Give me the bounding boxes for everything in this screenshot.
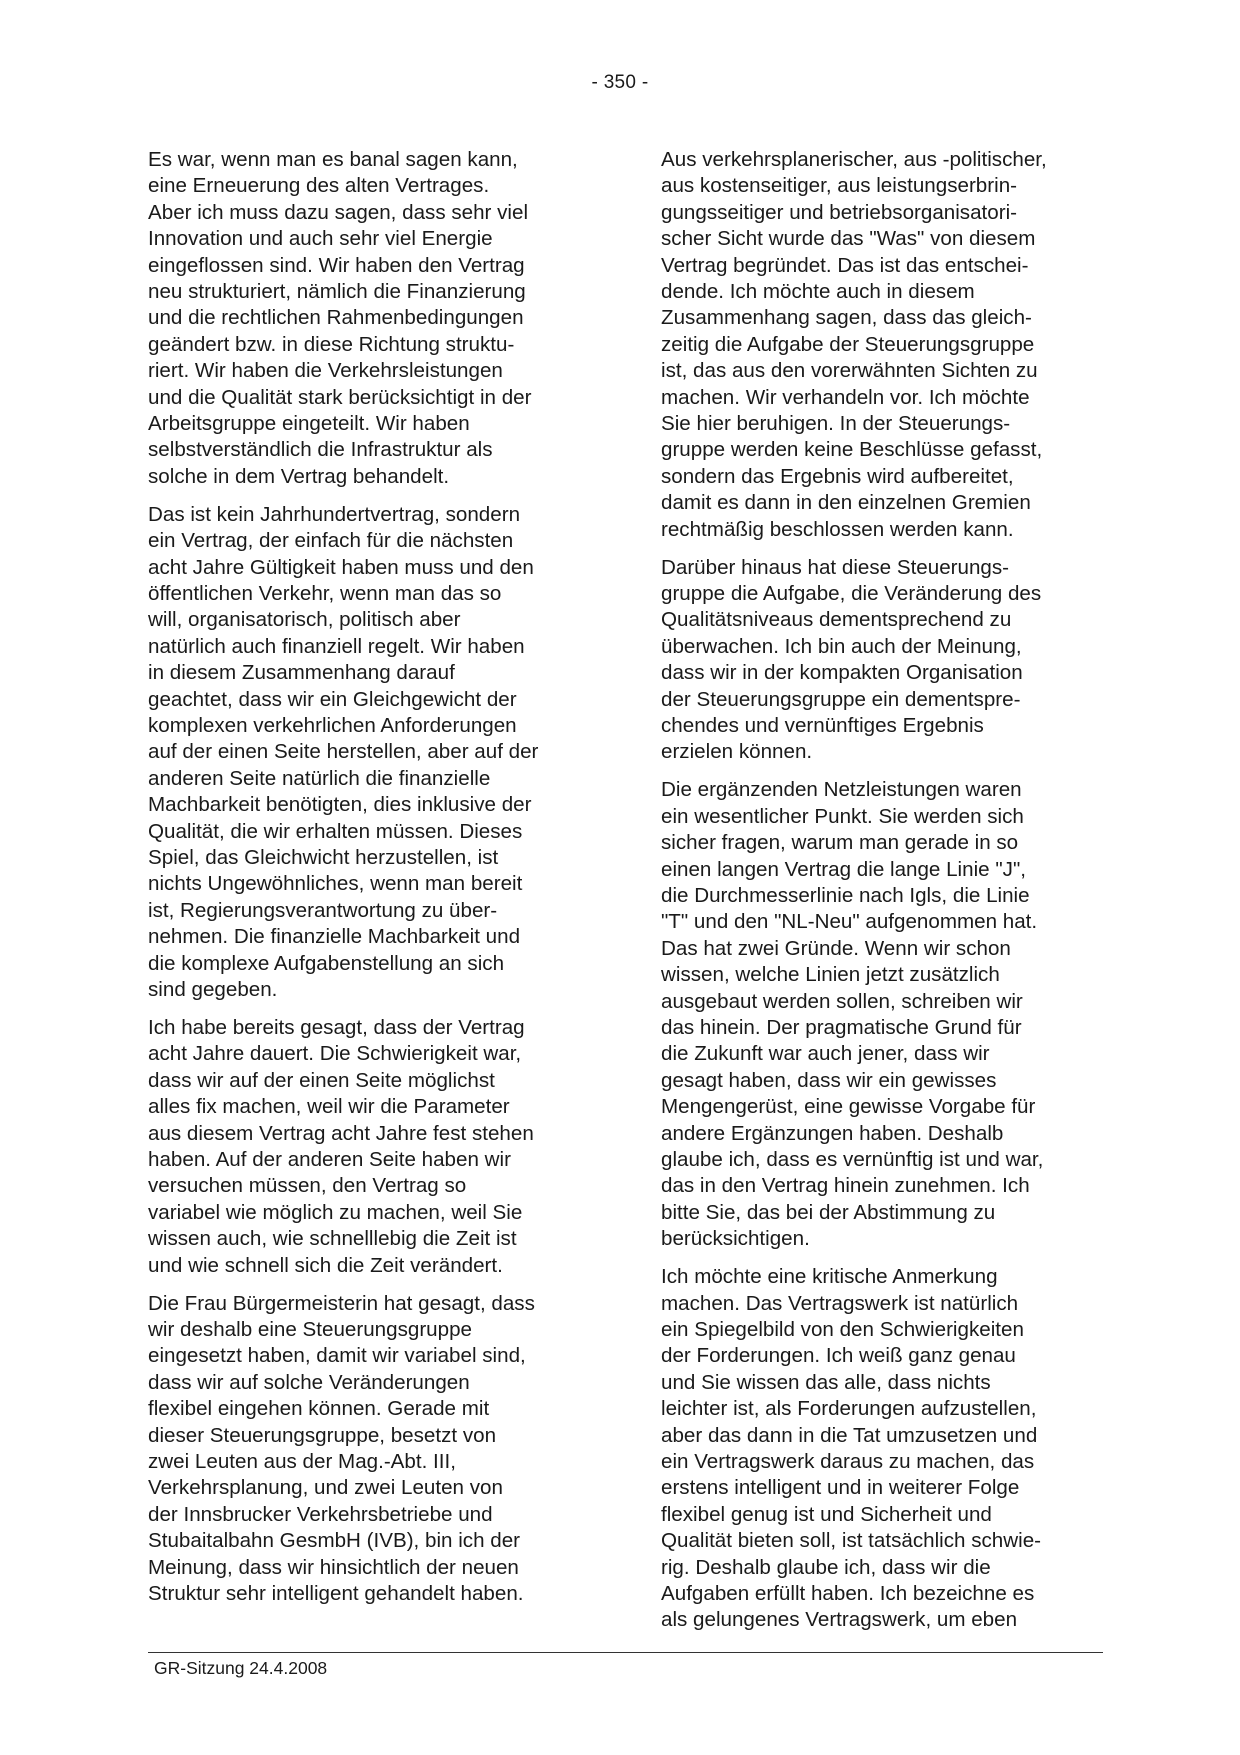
text-line: geachtet, dass wir ein Gleichgewicht der	[148, 687, 517, 711]
text-line: versuchen müssen, den Vertrag so	[148, 1174, 467, 1198]
text-line: selbstverständlich die Infrastruktur als	[148, 438, 493, 462]
text-line: Innovation und auch sehr viel Energie	[148, 227, 493, 251]
text-line: machen. Wir verhandeln vor. Ich möchte	[661, 385, 1030, 409]
text-line: gruppe werden keine Beschlüsse gefasst,	[661, 438, 1043, 462]
text-line: dende. Ich möchte auch in diesem	[661, 280, 975, 304]
text-line: Das ist kein Jahrhundertvertrag, sondern	[148, 502, 521, 526]
text-line: Verkehrsplanung, und zwei Leuten von	[148, 1476, 503, 1500]
text-line: Spiel, das Gleichwicht herzustellen, ist	[148, 846, 499, 870]
text-line: Es war, wenn man es banal sagen kann,	[148, 148, 518, 171]
left-text-column	[148, 147, 603, 1619]
text-line: ein Vertragswerk daraus zu machen, das	[661, 1450, 1035, 1473]
text-line: acht Jahre Gültigkeit haben muss und den	[148, 555, 534, 579]
paragraph	[148, 1291, 603, 1608]
text-line: Arbeitsgruppe eingeteilt. Wir haben	[148, 412, 470, 436]
page-number: - 350 -	[591, 72, 649, 93]
text-line: und wie schnell sich die Zeit verändert.	[148, 1253, 503, 1277]
text-line: Darüber hinaus hat diese Steuerungs-	[661, 555, 1010, 579]
text-line: acht Jahre dauert. Die Schwierigkeit war,	[148, 1042, 522, 1066]
text-line: ist, das aus den vorerwähnten Sichten zu	[661, 359, 1038, 383]
text-line: komplexen verkehrlichen Anforderungen	[148, 714, 517, 738]
text-line: Aus verkehrsplanerischer, aus -politischer,	[661, 148, 1047, 171]
right-text-column	[661, 147, 1116, 1645]
text-line: rechtmäßig beschlossen werden kann.	[661, 517, 1014, 541]
text-line: scher Sicht wurde das "Was" von diesem	[661, 227, 1036, 251]
text-line: als gelungenes Vertragswerk, um eben	[661, 1608, 1018, 1632]
text-line: Qualität bieten soll, ist tatsächlich schwie-	[661, 1529, 1042, 1553]
text-line: andere Ergänzungen haben. Deshalb	[661, 1121, 1004, 1145]
text-line: erzielen können.	[661, 740, 813, 764]
text-line: die Durchmesserlinie nach Igls, die Linie	[661, 883, 1030, 907]
text-line: neu strukturiert, nämlich die Finanzierung	[148, 280, 526, 304]
text-line: Qualität, die wir erhalten müssen. Dieses	[148, 819, 523, 843]
text-line: auf der einen Seite herstellen, aber auf der	[148, 740, 539, 764]
text-line: eine Erneuerung des alten Vertrages.	[148, 174, 490, 198]
text-line: öffentlichen Verkehr, wenn man das so	[148, 582, 502, 605]
footer-divider	[148, 1652, 1103, 1653]
text-line: dass wir auf der einen Seite möglichst	[148, 1068, 495, 1092]
text-line: wissen auch, wie schnelllebig die Zeit ist	[148, 1227, 517, 1251]
paragraph	[148, 147, 603, 490]
text-line: die komplexe Aufgabenstellung an sich	[148, 951, 505, 975]
text-line: alles fix machen, weil wir die Parameter	[148, 1095, 510, 1119]
text-line: ein Spiegelbild von den Schwierigkeiten	[661, 1317, 1024, 1341]
text-line: Meinung, dass wir hinsichtlich der neuen	[148, 1555, 519, 1579]
paragraph	[661, 555, 1116, 766]
text-line: Die ergänzenden Netzleistungen waren	[661, 778, 1022, 802]
text-line: gruppe die Aufgabe, die Veränderung des	[661, 582, 1042, 605]
paragraph	[661, 777, 1116, 1252]
text-line: aus diesem Vertrag acht Jahre fest stehen	[148, 1121, 534, 1145]
text-line: Machbarkeit benötigten, dies inklusive der	[148, 793, 532, 817]
text-line: zwei Leuten aus der Mag.-Abt. III,	[148, 1450, 456, 1473]
text-line: ein wesentlicher Punkt. Sie werden sich	[661, 804, 1024, 828]
footer-session-date: GR-Sitzung 24.4.2008	[154, 1658, 328, 1678]
text-line: Vertrag begründet. Das ist das entschei-	[661, 253, 1029, 277]
text-line: Die Frau Bürgermeisterin hat gesagt, dass	[148, 1291, 535, 1315]
text-line: variabel wie möglich zu machen, weil Sie	[148, 1200, 523, 1224]
text-line: nehmen. Die finanzielle Machbarkeit und	[148, 925, 521, 949]
text-line: ist, Regierungsverantwortung zu über-	[148, 898, 498, 922]
text-line: will, organisatorisch, politisch aber	[148, 608, 461, 632]
text-line: Das hat zwei Gründe. Wenn wir schon	[661, 936, 1011, 960]
text-line: ein Vertrag, der einfach für die nächsten	[148, 529, 514, 553]
text-line: und Sie wissen das alle, dass nichts	[661, 1370, 991, 1394]
text-line: Struktur sehr intelligent gehandelt haben.	[148, 1582, 524, 1606]
text-line: aus kostenseitiger, aus leistungserbrin-	[661, 174, 1018, 198]
text-line: chendes und vernünftiges Ergebnis	[661, 714, 984, 738]
text-line: eingeflossen sind. Wir haben den Vertrag	[148, 253, 525, 277]
text-line: zeitig die Aufgabe der Steuerungsgruppe	[661, 332, 1035, 356]
text-line: Ich habe bereits gesagt, dass der Vertrag	[148, 1016, 525, 1039]
text-line: das in den Vertrag hinein zunehmen. Ich	[661, 1174, 1030, 1198]
text-line: das hinein. Der pragmatische Grund für	[661, 1016, 1022, 1039]
text-line: und die rechtlichen Rahmenbedingungen	[148, 306, 524, 330]
text-line: der Forderungen. Ich weiß ganz genau	[661, 1344, 1016, 1368]
text-line: überwachen. Ich bin auch der Meinung,	[661, 634, 1022, 658]
text-line: machen. Das Vertragswerk ist natürlich	[661, 1291, 1019, 1315]
text-line: flexibel eingehen können. Gerade mit	[148, 1397, 490, 1421]
text-line: natürlich auch finanziell regelt. Wir haben	[148, 634, 525, 658]
text-line: dass wir auf solche Veränderungen	[148, 1370, 470, 1394]
paragraph	[661, 1264, 1116, 1634]
text-line: Zusammenhang sagen, dass das gleich-	[661, 306, 1032, 330]
text-line: flexibel genug ist und Sicherheit und	[661, 1502, 992, 1526]
text-line: glaube ich, dass es vernünftig ist und war,	[661, 1148, 1044, 1172]
text-line: geändert bzw. in diese Richtung struktu-	[148, 332, 515, 356]
text-line: erstens intelligent und in weiterer Folge	[661, 1476, 1020, 1500]
text-line: in diesem Zusammenhang darauf	[148, 661, 455, 685]
text-line: Ich möchte eine kritische Anmerkung	[661, 1265, 998, 1289]
text-line: damit es dann in den einzelnen Gremien	[661, 491, 1031, 515]
text-line: gesagt haben, dass wir ein gewisses	[661, 1068, 997, 1092]
text-line: solche in dem Vertrag behandelt.	[148, 464, 450, 488]
text-line: wissen, welche Linien jetzt zusätzlich	[661, 963, 1000, 987]
text-line: sicher fragen, warum man gerade in so	[661, 831, 1019, 855]
text-line: Mengengerüst, eine gewisse Vorgabe für	[661, 1095, 1036, 1119]
text-line: sind gegeben.	[148, 978, 278, 1002]
text-line: gungsseitiger und betriebsorganisatori-	[661, 200, 1018, 224]
text-line: leichter ist, als Forderungen aufzustellen,	[661, 1397, 1037, 1421]
text-line: ausgebaut werden sollen, schreiben wir	[661, 989, 1023, 1013]
text-line: der Innsbrucker Verkehrsbetriebe und	[148, 1502, 493, 1526]
text-line: wir deshalb eine Steuerungsgruppe	[148, 1317, 472, 1341]
text-line: riert. Wir haben die Verkehrsleistungen	[148, 359, 503, 383]
text-line: die Zukunft war auch jener, dass wir	[661, 1042, 990, 1066]
text-line: eingesetzt haben, damit wir variabel sind,	[148, 1344, 526, 1368]
text-line: "T" und den "NL-Neu" aufgenommen hat.	[661, 910, 1038, 934]
text-line: haben. Auf der anderen Seite haben wir	[148, 1148, 511, 1172]
text-line: berücksichtigen.	[661, 1227, 810, 1251]
text-line: anderen Seite natürlich die finanzielle	[148, 766, 491, 790]
text-line: rig. Deshalb glaube ich, dass wir die	[661, 1555, 991, 1579]
text-line: und die Qualität stark berücksichtigt in der	[148, 385, 532, 409]
text-line: sondern das Ergebnis wird aufbereitet,	[661, 464, 1014, 488]
text-line: nichts Ungewöhnliches, wenn man bereit	[148, 872, 523, 896]
text-line: Stubaitalbahn GesmbH (IVB), bin ich der	[148, 1529, 521, 1553]
paragraph	[148, 1015, 603, 1279]
text-line: einen langen Vertrag die lange Linie "J",	[661, 857, 1026, 881]
paragraph	[661, 147, 1116, 543]
text-line: dieser Steuerungsgruppe, besetzt von	[148, 1423, 497, 1447]
text-line: Sie hier beruhigen. In der Steuerungs-	[661, 412, 1011, 436]
paragraph	[148, 502, 603, 1004]
text-line: Aufgaben erfüllt haben. Ich bezeichne es	[661, 1582, 1035, 1606]
text-line: aber das dann in die Tat umzusetzen und	[661, 1423, 1038, 1447]
text-line: bitte Sie, das bei der Abstimmung zu	[661, 1200, 996, 1224]
text-line: Qualitätsniveaus dementsprechend zu	[661, 608, 1012, 632]
text-line: der Steuerungsgruppe ein dementspre-	[661, 687, 1021, 711]
text-line: dass wir in der kompakten Organisation	[661, 661, 1023, 685]
text-line: Aber ich muss dazu sagen, dass sehr viel	[148, 200, 529, 224]
